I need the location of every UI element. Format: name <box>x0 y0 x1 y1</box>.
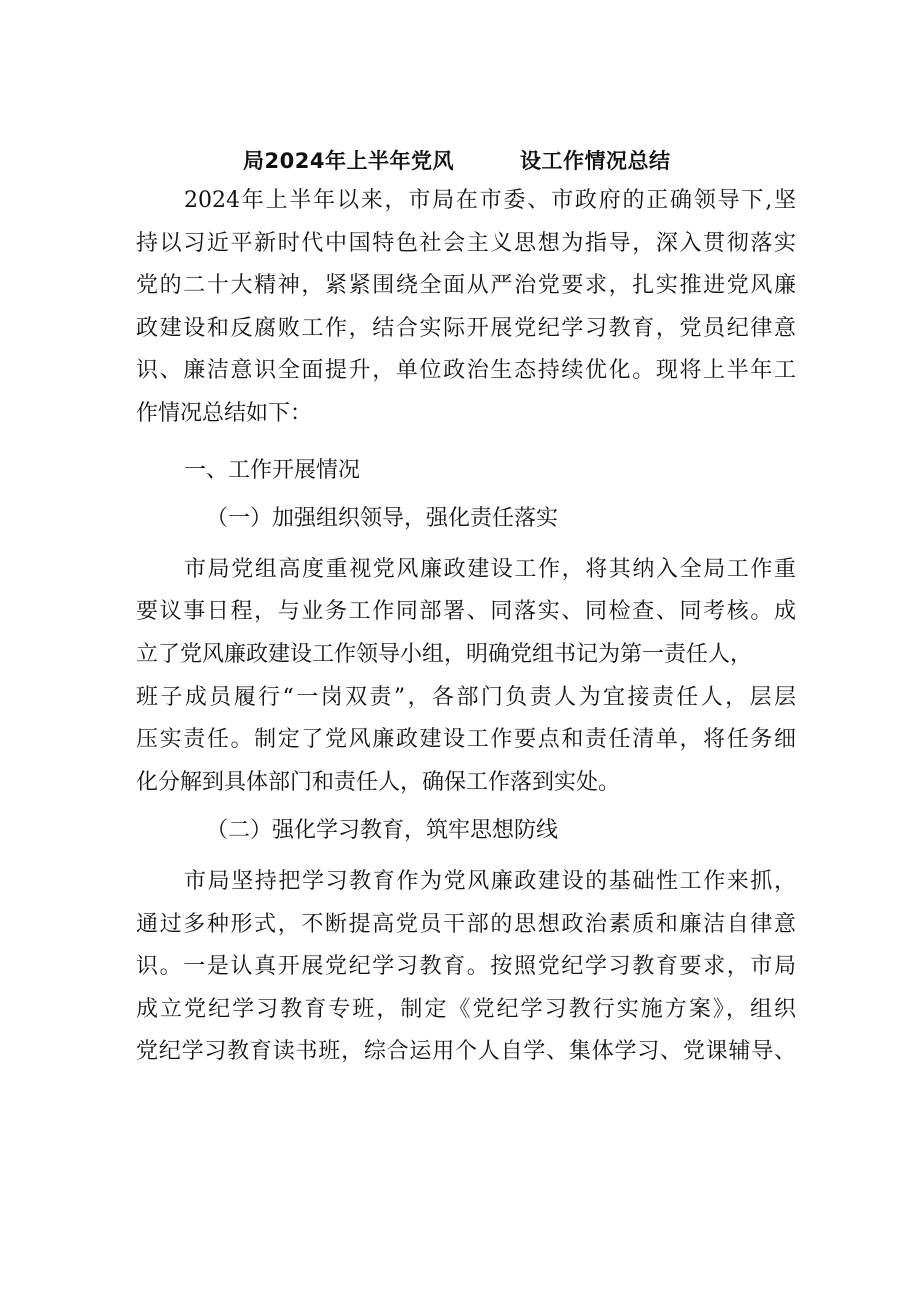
paragraph-line: 要议事日程，与业务工作同部署、同落实、同检查、同考核。成 <box>136 599 796 625</box>
intro-line: 2024年上半年以来，市局在市委、市政府的正确领导下,坚 <box>184 188 796 213</box>
paragraph-line: 班子成员履行“一岗双责”，各部门负责人为宜接责任人，层层 <box>136 684 796 710</box>
intro-line: 识、廉洁意识全面提升，单位政治生态持续优化。现将上半年工 <box>136 358 796 384</box>
section-heading: 一、工作开展情况 <box>184 457 361 483</box>
title-part-1: 局2024年上半年党风 <box>243 149 454 173</box>
paragraph-line: 化分解到具体部门和责任人，确保工作落到实处。 <box>136 769 621 795</box>
intro-line: 政建设和反腐败工作，结合实际开展党纪学习教育，党员纪律意 <box>136 315 796 341</box>
paragraph-line: 市局党组高度重视党风廉政建设工作，将其纳入全局工作重 <box>184 556 796 582</box>
intro-line: 持以习近平新时代中国特色社会主义思想为指导，深入贯彻落实 <box>136 230 796 256</box>
intro-line: 党的二十大精神，紧紧围绕全面从严治党要求，扎实推进党风廉 <box>136 273 796 299</box>
paragraph-line: 通过多种形式，不断提高党员干部的思想政治素质和廉洁自律意 <box>136 911 796 937</box>
document-body <box>136 180 796 1074</box>
paragraph-line: 立了党风廉政建设工作领导小组，明确党组书记为第一责任人， <box>136 641 753 667</box>
title-part-2: 设工作情况总结 <box>520 149 671 173</box>
paragraph-line: 成立党纪学习教育专班，制定《党纪学习教行实施方案》，组织 <box>136 996 796 1022</box>
subsection-heading: （一）加强组织领导，强化责任落实 <box>206 506 559 532</box>
paragraph-line: 市局坚持把学习教育作为党风廉政建设的基础性工作来抓， <box>184 868 796 894</box>
intro-line: 作情况总结如下： <box>136 400 313 426</box>
paragraph-line: 识。一是认真开展党纪学习教育。按照党纪学习教育要求，市局 <box>136 954 796 980</box>
paragraph-line: 压实责任。制定了党风廉政建设工作要点和责任清单，将任务细 <box>136 727 796 753</box>
subsection-heading: （二）强化学习教育，筑牢思想防线 <box>206 818 559 844</box>
paragraph-line: 党纪学习教育读书班，综合运用个人自学、集体学习、党课辅导、 <box>136 1039 796 1065</box>
document-title <box>0 144 920 178</box>
